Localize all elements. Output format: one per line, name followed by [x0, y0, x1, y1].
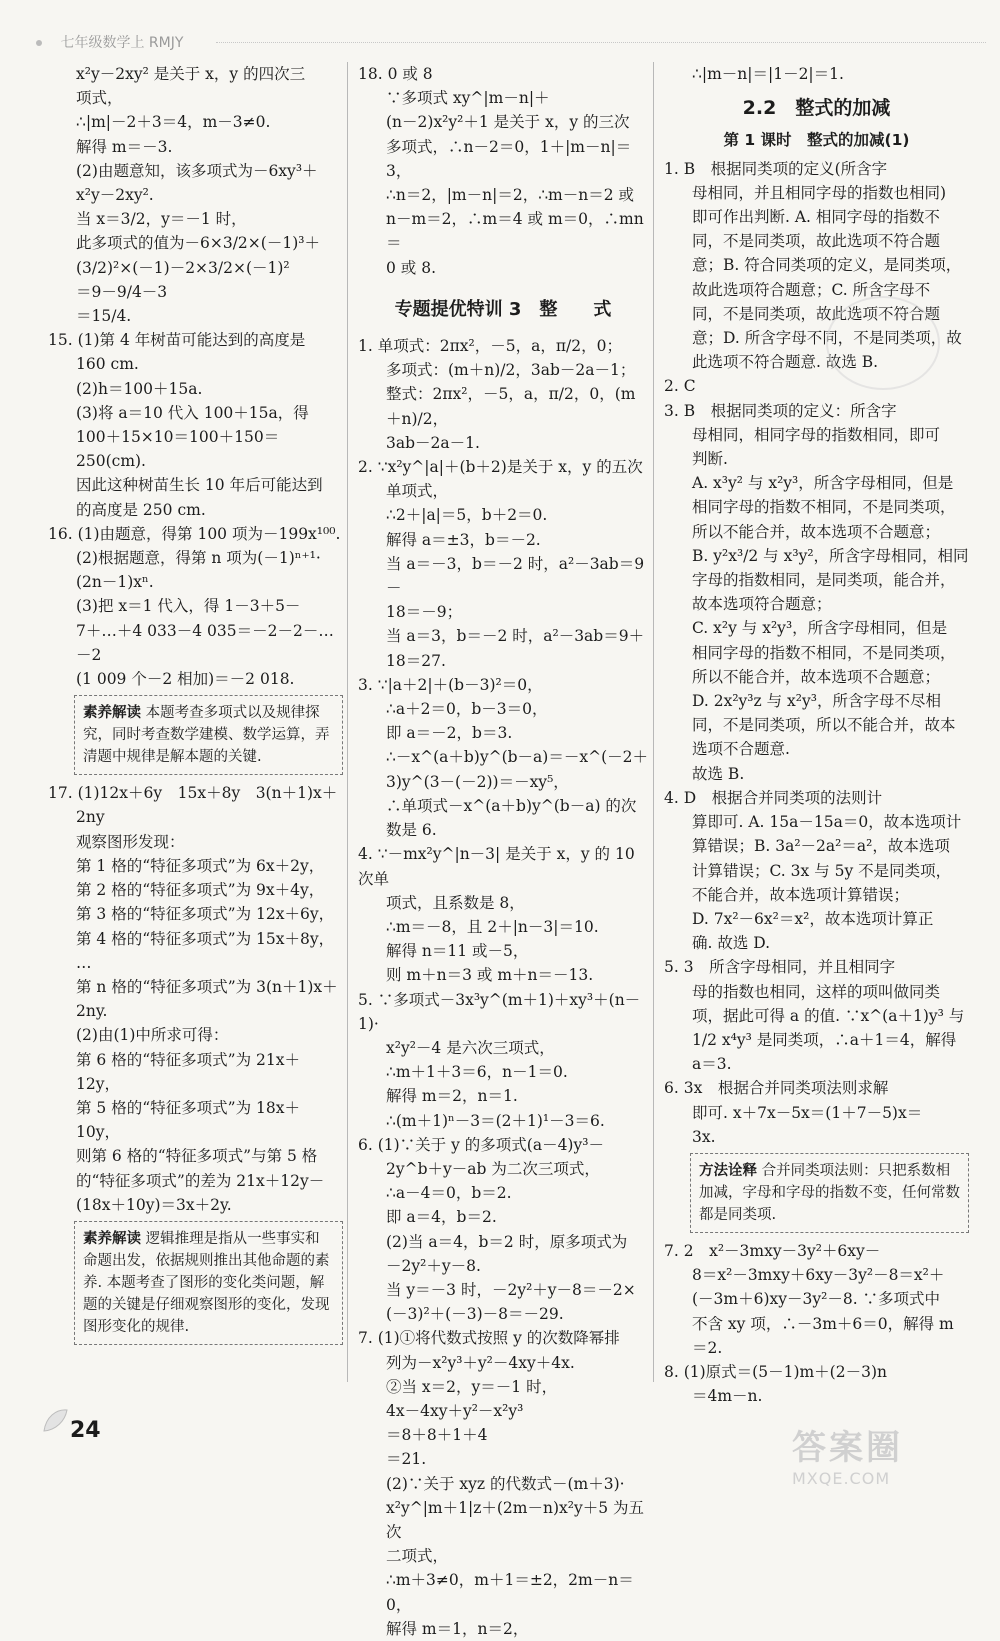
text-line: 不含 xy 项，∴－3m＋6＝0，解得 m＝2.	[692, 1314, 954, 1357]
text-line: ∴|m－n|＝|1－2|＝1.	[692, 65, 844, 83]
text-line: (3/2)²×(－1)－2×3/2×(－1)²	[76, 258, 290, 277]
text-line: ＝9－9/4－3	[76, 282, 168, 301]
text-line: 8. (1)原式＝(5－1)m＋(2－3)n	[664, 1362, 887, 1381]
text-line: 当 a＝－3，b＝－2 时，a²－3ab＝9－	[386, 554, 645, 598]
text-line: 解得 m＝1，n＝2，	[386, 1619, 529, 1638]
text-line: x²y－2xy² 是关于 x，y 的四次三	[76, 65, 306, 83]
text-line: 即可. x＋7x－5x＝(1＋7－5)x＝	[692, 1103, 923, 1122]
text-line: n－m＝2，∴m＝4 或 m＝0，∴mn＝	[386, 210, 644, 253]
header-dot-icon	[36, 40, 42, 46]
text-line: 算错误；B. 3a²－2a²＝a²，故本选项	[692, 837, 950, 856]
text-line: 4. D 根据合并同类项的法则计	[664, 788, 883, 807]
text-line: ∴(m＋1)ⁿ－3＝(2＋1)¹－3＝6.	[386, 1111, 605, 1130]
text-line: 7. 2 x²－3mxy－3y²＋6xy－	[664, 1241, 881, 1260]
text-line: 5. ∵多项式－3x³y^(m＋1)＋xy³＋(n－1)·	[358, 990, 641, 1033]
text-line: 100＋15×10＝100＋150＝250(cm).	[76, 428, 280, 471]
text-line: 18＝27.	[386, 651, 446, 670]
text-line: ∴m＋3≠0，m＋1＝±2，2m－n＝0，	[386, 1571, 634, 1614]
text-line: 不能合并，故本选项计算错误；	[692, 885, 910, 904]
text-line: 判断.	[692, 450, 728, 469]
column-divider-left	[347, 62, 348, 1382]
text-line: 2ny	[76, 808, 105, 827]
special-section-title: 专题提优特训 3 整 式	[394, 298, 612, 320]
text-line: 15. (1)第 4 年树苗可能达到的高度是	[48, 331, 306, 350]
text-line: (1 009 个－2 相加)＝－2 018.	[76, 670, 295, 689]
text-line: 当 x＝3/2，y＝－1 时，	[76, 210, 247, 229]
text-line: 2. ∵x²y^|a|＋(b＋2)是关于 x，y 的五次	[358, 458, 643, 477]
text-line: 1. 单项式：2πx²，－5，a，π/2，0；	[358, 337, 622, 356]
text-line: 第 2 格的“特征多项式”为 9x＋4y，	[76, 881, 325, 900]
header-rule	[216, 42, 986, 43]
text-line: 7＋…＋4 033－4 035＝－2－2－…－2	[76, 621, 334, 664]
text-line: ∴a－4＝0，b＝2.	[386, 1184, 512, 1203]
literacy-note-box-2	[74, 1221, 343, 1345]
text-line: x²y－2xy².	[76, 186, 154, 205]
watermark-text: 答案圈	[792, 1428, 903, 1468]
text-line: 则 m＋n＝3 或 m＋n＝－13.	[386, 966, 594, 985]
text-line: 5. 3 所含字母相同，并且相同字	[664, 958, 896, 977]
text-line: ∴－x^(a＋b)y^(b－a)＝－x^(－2＋3)y^(3－(－2))＝－xy⁵，	[386, 748, 648, 791]
box-key: 方法诠释	[699, 1162, 757, 1179]
section-title: 2.2 整式的加减	[742, 97, 891, 120]
text-line: 2ny.	[76, 1002, 108, 1021]
column-divider-right	[653, 62, 654, 1382]
text-line: 此多项式的值为－6×3/2×(－1)³＋	[76, 234, 320, 253]
text-line: (n－2)x²y²＋1 是关于 x，y 的三次	[386, 113, 630, 132]
col2-block-b	[358, 334, 648, 1641]
literacy-note-box	[74, 695, 343, 775]
text-line: (2)由题意知，该多项式为－6xy³＋	[76, 161, 318, 180]
text-line: 观察图形发现：	[76, 832, 185, 851]
text-line: 字母的指数相同，是同类项，能合并，	[692, 571, 956, 590]
text-line: 即可作出判断. A. 相同字母的指数不	[692, 208, 940, 227]
text-line: 项式，且系数是 8，	[386, 893, 525, 912]
text-line: (2n－1)xⁿ.	[76, 573, 154, 592]
text-line: ＝21.	[386, 1450, 427, 1469]
text-line: 计算错误；C. 3x 与 5y 不是同类项，	[692, 861, 952, 880]
text-line: (2)当 a＝4，b＝2 时，原多项式为	[386, 1232, 628, 1251]
text-line: 因此这种树苗生长 10 年后可能达到	[76, 476, 323, 495]
text-line: 当 y＝－3 时，－2y²＋y－8＝－2×	[386, 1280, 636, 1299]
col3-block-b	[664, 157, 969, 1149]
text-line: ＝15/4.	[76, 307, 132, 326]
text-line: 相同字母的指数不相同，不是同类项，	[692, 498, 956, 517]
text-line: 3ab－2a－1.	[386, 433, 480, 452]
text-line: 故选 B.	[692, 764, 745, 783]
text-line: 的高度是 250 cm.	[76, 500, 206, 519]
text-line: 8＝x²－3mxy＋6xy－3y²－8＝x²＋	[692, 1266, 945, 1285]
text-line: 1/2 x⁴y³ 是同类项，∴a＋1＝4，解得	[692, 1030, 957, 1049]
text-line: 项，据此可得 a 的值. ∵x^(a＋1)y³ 与	[692, 1006, 965, 1025]
text-line: (18x＋10y)＝3x＋2y.	[76, 1195, 232, 1214]
text-line: ∵多项式 xy^|m－n|＋	[386, 89, 550, 108]
leaf-icon	[40, 1405, 70, 1435]
text-line: 即 a＝4，b＝2.	[386, 1208, 497, 1227]
text-line: B. y²x³/2 与 x³y²，所含字母相同，相同	[692, 546, 969, 565]
text-line: 第 3 格的“特征多项式”为 12x＋6y，	[76, 905, 335, 924]
text-line: 10y，	[76, 1123, 120, 1142]
text-line: (2)∵关于 xyz 的代数式－(m＋3)·	[386, 1474, 625, 1493]
text-line: 多项式：(m＋n)/2，3ab－2a－1；	[386, 361, 636, 380]
text-line: x²y^|m＋1|z＋(2m－n)x²y＋5 为五次	[386, 1498, 645, 1541]
text-line: 项式，	[76, 89, 123, 108]
text-line: 选项不合题意.	[692, 740, 790, 759]
text-line: ∴2＋|a|＝5，b＋2＝0.	[386, 506, 548, 525]
text-line: 2. C	[664, 377, 696, 396]
text-line: ∴a＋2＝0，b－3＝0，	[386, 700, 548, 719]
text-line: 所以不能合并，故本选项不合题意；	[692, 522, 941, 541]
text-line: 母相同，相同字母的指数相同，即可	[692, 425, 941, 444]
text-line: 同，不是同类项，所以不能合并，故本	[692, 716, 956, 735]
col2-block-a	[358, 62, 648, 280]
text-line: 12y，	[76, 1074, 120, 1093]
text-line: 的“特征多项式”的差为 21x＋12y－	[76, 1171, 325, 1190]
text-line: 解得 m＝2，n＝1.	[386, 1087, 518, 1106]
text-line: 6. 3x 根据合并同类项法则求解	[664, 1079, 889, 1098]
text-line: 母的指数也相同，这样的项叫做同类	[692, 982, 941, 1001]
text-line: 第 6 格的“特征多项式”为 21x＋	[76, 1050, 300, 1069]
stamp-watermark	[826, 296, 940, 390]
text-line: 则第 6 格的“特征多项式”与第 5 格	[76, 1147, 318, 1166]
subsection-title: 第 1 课时 整式的加减(1)	[723, 131, 910, 150]
watermark-url: MXQE.COM	[792, 1469, 891, 1488]
text-line: 7. (1)①将代数式按照 y 的次数降幂排	[358, 1329, 620, 1348]
text-line: ＝8＋8＋1＋4	[386, 1426, 488, 1445]
text-line: 列为－x²y³＋y²－4xy＋4x.	[386, 1353, 575, 1372]
col1-block-a	[48, 62, 343, 691]
text-line: 多项式，∴n－2＝0，1＋|m－n|＝3，	[386, 137, 632, 180]
text-line: ∴|m|－2＋3＝4，m－3≠0.	[76, 113, 271, 132]
text-line: 母相同，并且相同字母的指数也相同)	[692, 183, 947, 202]
text-line: (3)将 a＝10 代入 100＋15a，得	[76, 403, 309, 422]
text-line: ∴n＝2，|m－n|＝2，∴m－n＝2 或	[386, 186, 635, 205]
text-line: 4. ∵－mx²y^|n－3| 是关于 x，y 的 10 次单	[358, 845, 640, 888]
text-line: 解得 m＝－3.	[76, 137, 173, 156]
text-line: 同，不是同类项，故此选项不符合题	[692, 304, 941, 323]
text-line: ＝4m－n.	[692, 1387, 763, 1406]
text-line: ∴m＋1＋3＝6，n－1＝0.	[386, 1063, 568, 1082]
box-text: 逻辑推理是指从一些事实和命题出发，依据规则推出其他命题的素养. 本题考查了图形的变化类问题，解题的关键是仔细观察图形的变化，发现图形变化的规律.	[83, 1230, 330, 1335]
text-line: (－3)²＋(－3)－8＝－29.	[386, 1305, 564, 1324]
text-line: ②当 x＝2，y＝－1 时，	[386, 1377, 558, 1396]
box-text: 本题考查多项式以及规律探究，同时考查数学建模、数学运算，弄清题中规律是解本题的关键.	[83, 705, 330, 766]
col3-block-a	[664, 62, 969, 86]
site-watermark	[792, 1420, 982, 1488]
text-line: 算即可. A. 15a－15a＝0，故本选项计	[692, 813, 962, 832]
text-line: 6. (1)∵关于 y 的多项式(a－4)y³－	[358, 1135, 604, 1154]
text-line: 18. 0 或 8	[358, 65, 433, 83]
text-line: 即 a＝－2，b＝3.	[386, 724, 513, 743]
text-line: 此选项不符合题意. 故选 B.	[692, 353, 879, 372]
header-title: 七年级数学上 RMJY	[60, 35, 184, 51]
text-line: 160 cm.	[76, 355, 139, 374]
text-line: ∴m＝－8，且 2＋|n－3|＝10.	[386, 917, 599, 936]
text-line: (－3m＋6)xy－3y²－8. ∵多项式中	[692, 1290, 941, 1309]
text-line: 3. B 根据同类项的定义：所含字	[664, 401, 897, 420]
text-line: 1. B 根据同类项的定义(所含字	[664, 159, 888, 178]
text-line: 4x－4xy＋y²－x²y³	[386, 1401, 524, 1420]
text-line: (2)由(1)中所求可得：	[76, 1026, 229, 1045]
text-line: 16. (1)由题意，得第 100 项为－199x¹⁰⁰.	[48, 524, 341, 543]
text-line: 确. 故选 D.	[692, 934, 771, 953]
text-line: D. 7x²－6x²＝x²，故本选项计算正	[692, 909, 934, 928]
text-line: 相同字母的指数不相同，不是同类项，	[692, 643, 956, 662]
text-line: …	[76, 953, 92, 972]
box-text: 合并同类项法则：只把系数相加减，字母和字母的指数不变，任何常数都是同类项.	[699, 1162, 960, 1223]
text-line: 18＝－9；	[386, 603, 463, 622]
text-line: 2y^b＋y－ab 为二次三项式，	[386, 1159, 600, 1178]
page-number: 24	[70, 1418, 101, 1443]
box-key: 素养解读	[83, 1230, 141, 1247]
text-line: C. x²y 与 x²y³，所含字母相同，但是	[692, 619, 948, 638]
text-line: 故本选项符合题意；	[692, 595, 832, 614]
text-line: (2)根据题意，得第 n 项为(－1)ⁿ⁺¹·	[76, 549, 321, 568]
text-line: －2y²＋y－8.	[386, 1256, 481, 1275]
text-line: 解得 n＝11 或－5，	[386, 942, 529, 961]
text-line: D. 2x²y³z 与 x²y³，所含字母不尽相	[692, 692, 941, 711]
text-line: 第 4 格的“特征多项式”为 15x＋8y，	[76, 929, 335, 948]
column-middle	[358, 62, 648, 1641]
col3-block-c	[664, 1239, 969, 1408]
text-line: a＝3.	[692, 1055, 732, 1074]
text-line: 0 或 8.	[386, 258, 437, 277]
text-line: 意；D. 所含字母不同，不是同类项，故	[692, 329, 962, 348]
text-line: ∴单项式－x^(a＋b)y^(b－a) 的次数是 6.	[386, 796, 637, 840]
text-line: 第 5 格的“特征多项式”为 18x＋	[76, 1098, 300, 1117]
text-line: 解得 a＝±3，b＝－2.	[386, 530, 541, 549]
text-line: (2)h＝100＋15a.	[76, 379, 203, 398]
text-line: 故此选项符合题意；C. 所含字母不	[692, 280, 931, 299]
text-line: A. x³y² 与 x²y³，所含字母相同，但是	[692, 474, 954, 493]
method-note-box	[690, 1153, 969, 1233]
text-line: 第 n 格的“特征多项式”为 3(n＋1)x＋	[76, 977, 338, 996]
text-line: 同，不是同类项，故此选项不符合题	[692, 232, 941, 251]
column-right	[664, 62, 969, 1408]
text-line: 所以不能合并，故本选项不合题意；	[692, 667, 941, 686]
text-line: (3)把 x＝1 代入，得 1－3＋5－	[76, 597, 301, 616]
text-line: 17. (1)12x＋6y 15x＋8y 3(n＋1)x＋	[48, 784, 338, 803]
text-line: 单项式，	[386, 482, 449, 501]
box-key: 素养解读	[83, 705, 141, 722]
col1-block-b	[48, 781, 343, 1217]
text-line: 当 a＝3，b＝－2 时，a²－3ab＝9＋	[386, 627, 645, 646]
text-line: 第 1 格的“特征多项式”为 6x＋2y，	[76, 856, 325, 875]
text-line: 3x.	[692, 1127, 716, 1146]
text-line: 意；B. 符合同类项的定义，是同类项，	[692, 256, 962, 275]
text-line: 整式：2πx²，－5，a，π/2，0，(m＋n)/2，	[386, 385, 636, 428]
text-line: 3. ∵|a＋2|＋(b－3)²＝0，	[358, 675, 543, 694]
text-line: x²y²－4 是六次三项式，	[386, 1038, 555, 1057]
page-header	[36, 32, 986, 54]
column-left	[48, 62, 343, 1351]
text-line: 二项式，	[386, 1547, 449, 1566]
